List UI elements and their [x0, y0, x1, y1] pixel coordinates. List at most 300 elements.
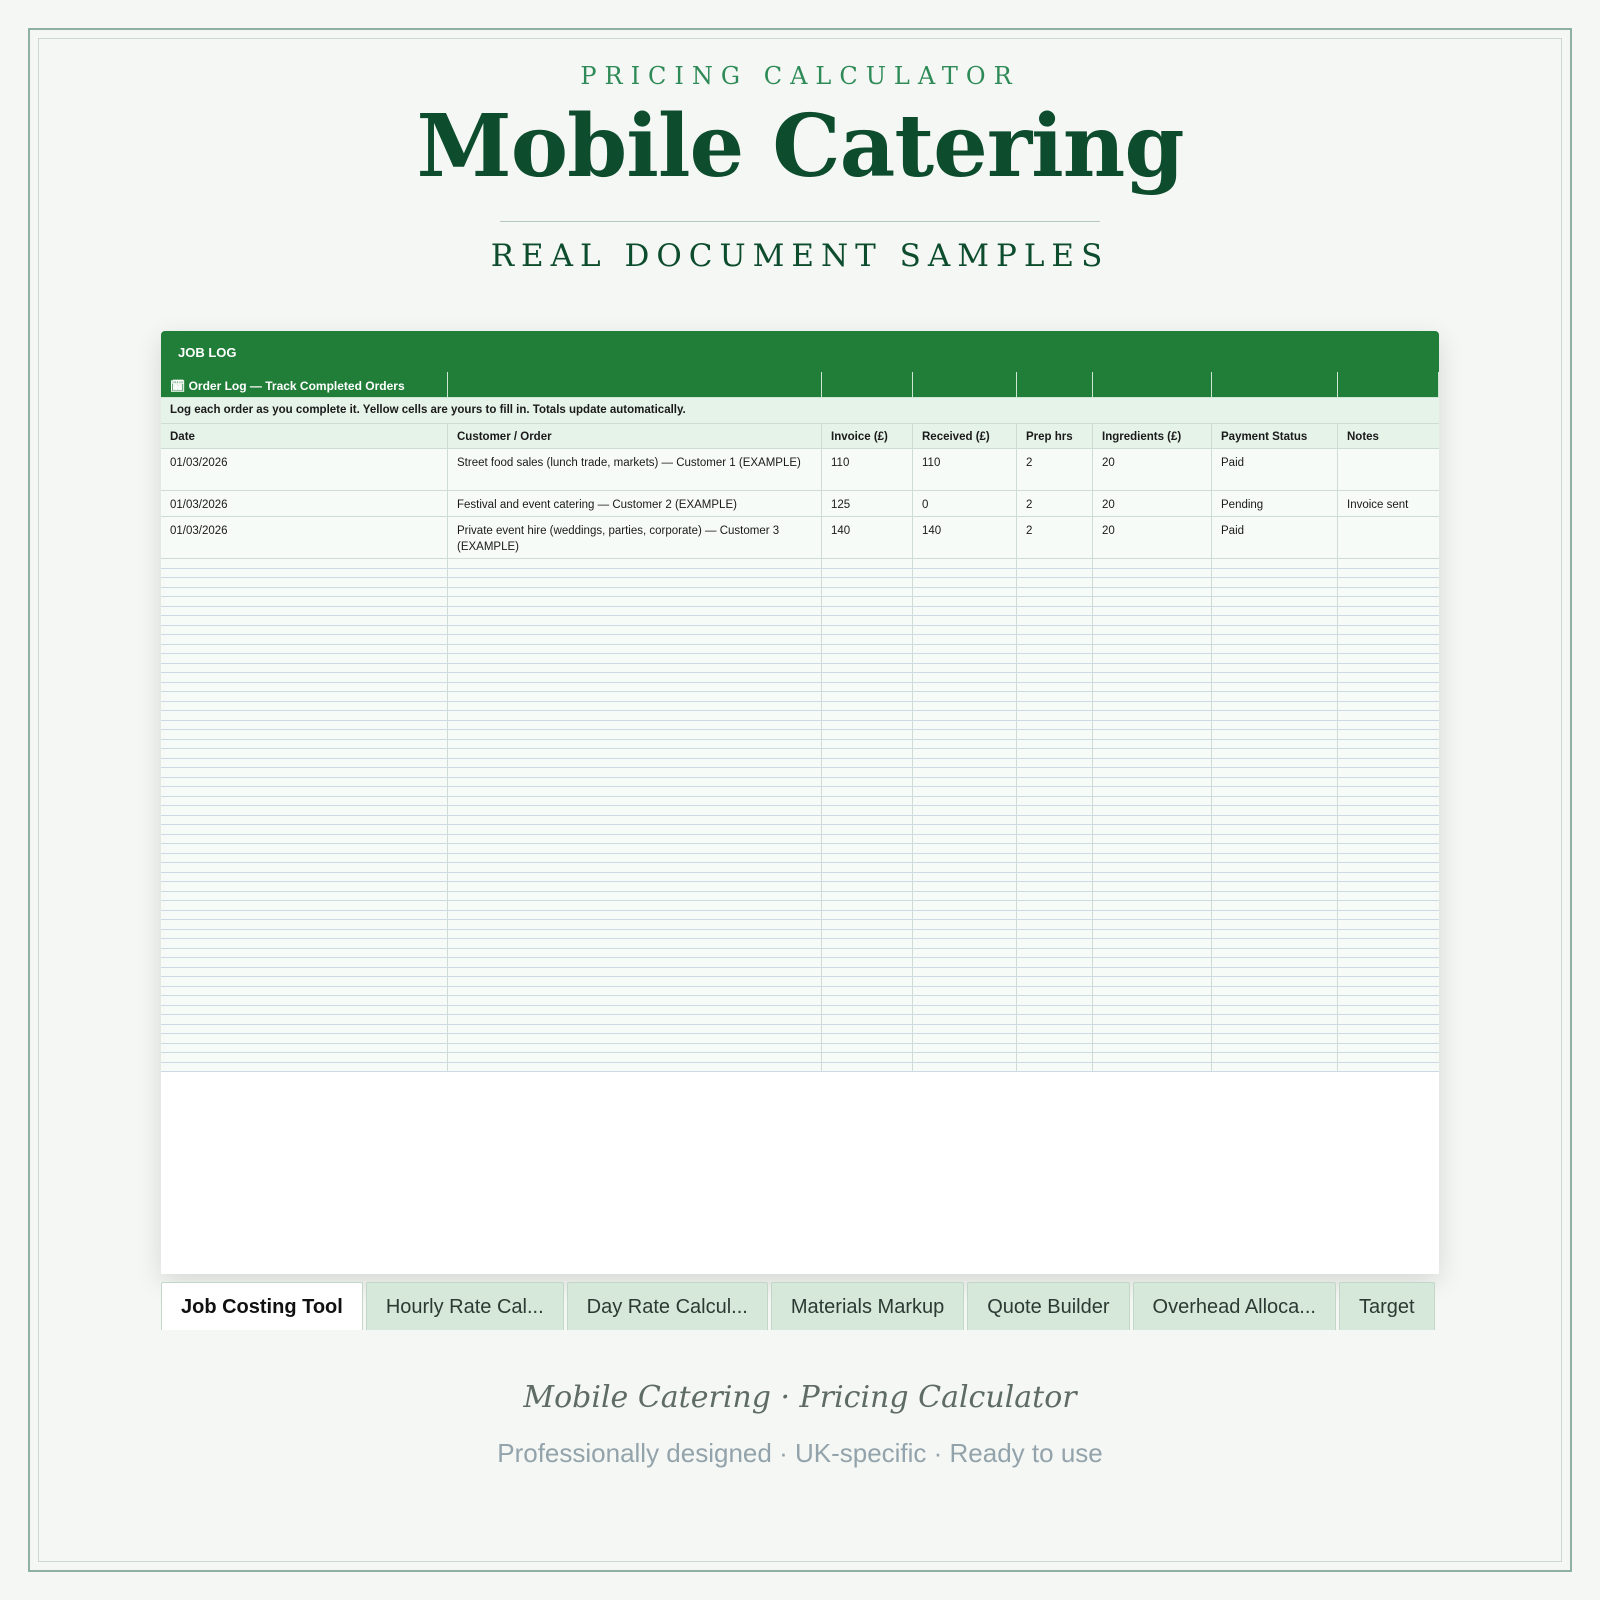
- cell-prep-hrs[interactable]: 2: [1017, 449, 1093, 491]
- empty-cell[interactable]: [1093, 607, 1212, 617]
- empty-cell[interactable]: [1212, 939, 1338, 949]
- empty-cell[interactable]: [1093, 939, 1212, 949]
- empty-cell[interactable]: [913, 901, 1017, 911]
- empty-cell[interactable]: [1338, 578, 1439, 588]
- empty-cell[interactable]: [161, 882, 448, 892]
- empty-cell[interactable]: [1338, 768, 1439, 778]
- empty-cell[interactable]: [161, 778, 448, 788]
- cell-notes[interactable]: [1338, 517, 1439, 559]
- empty-cell[interactable]: [1212, 835, 1338, 845]
- empty-cell[interactable]: [913, 939, 1017, 949]
- empty-cell[interactable]: [1212, 711, 1338, 721]
- cell-notes[interactable]: Invoice sent: [1338, 491, 1439, 517]
- empty-cell[interactable]: [1017, 901, 1093, 911]
- empty-cell[interactable]: [1212, 1025, 1338, 1035]
- empty-cell[interactable]: [1093, 626, 1212, 636]
- empty-cell[interactable]: [1017, 882, 1093, 892]
- empty-cell[interactable]: [822, 873, 913, 883]
- empty-cell[interactable]: [1212, 749, 1338, 759]
- empty-cell[interactable]: [822, 1006, 913, 1016]
- empty-cell[interactable]: [1212, 873, 1338, 883]
- empty-cell[interactable]: [822, 768, 913, 778]
- empty-cell[interactable]: [822, 616, 913, 626]
- empty-cell[interactable]: [1338, 787, 1439, 797]
- empty-cell[interactable]: [822, 844, 913, 854]
- empty-cell[interactable]: [822, 987, 913, 997]
- empty-cell[interactable]: [1017, 1034, 1093, 1044]
- empty-cell[interactable]: [1338, 721, 1439, 731]
- empty-cell[interactable]: [448, 749, 822, 759]
- empty-cell[interactable]: [448, 673, 822, 683]
- empty-cell[interactable]: [1017, 1044, 1093, 1054]
- empty-cell[interactable]: [1212, 977, 1338, 987]
- empty-cell[interactable]: [1093, 854, 1212, 864]
- empty-cell[interactable]: [913, 892, 1017, 902]
- empty-cell[interactable]: [1212, 863, 1338, 873]
- cell-customer[interactable]: Street food sales (lunch trade, markets) — Customer 1 (EXAMPLE): [448, 449, 822, 491]
- empty-cell[interactable]: [1093, 1015, 1212, 1025]
- empty-cell[interactable]: [161, 768, 448, 778]
- empty-cell[interactable]: [1093, 654, 1212, 664]
- empty-cell[interactable]: [913, 816, 1017, 826]
- empty-cell[interactable]: [1017, 797, 1093, 807]
- empty-cell[interactable]: [1338, 683, 1439, 693]
- tab-day-rate-calculator[interactable]: Day Rate Calcul...: [567, 1282, 768, 1330]
- empty-cell[interactable]: [1338, 987, 1439, 997]
- empty-cell[interactable]: [913, 1044, 1017, 1054]
- empty-cell[interactable]: [1017, 597, 1093, 607]
- empty-cell[interactable]: [1212, 569, 1338, 579]
- empty-cell[interactable]: [1212, 1034, 1338, 1044]
- empty-cell[interactable]: [161, 740, 448, 750]
- empty-cell[interactable]: [1093, 683, 1212, 693]
- empty-cell[interactable]: [1338, 569, 1439, 579]
- empty-cell[interactable]: [1212, 920, 1338, 930]
- empty-cell[interactable]: [161, 569, 448, 579]
- empty-cell[interactable]: [1093, 1053, 1212, 1063]
- empty-cell[interactable]: [1212, 816, 1338, 826]
- empty-cell[interactable]: [1093, 920, 1212, 930]
- empty-cell[interactable]: [1093, 816, 1212, 826]
- empty-cell[interactable]: [448, 692, 822, 702]
- empty-cell[interactable]: [1017, 578, 1093, 588]
- empty-cell[interactable]: [1338, 825, 1439, 835]
- empty-cell[interactable]: [1338, 1044, 1439, 1054]
- column-header-payment-status[interactable]: Payment Status: [1212, 424, 1338, 449]
- empty-cell[interactable]: [1017, 892, 1093, 902]
- empty-cell[interactable]: [1093, 730, 1212, 740]
- empty-cell[interactable]: [913, 1025, 1017, 1035]
- empty-cell[interactable]: [913, 987, 1017, 997]
- empty-cell[interactable]: [1338, 873, 1439, 883]
- empty-cell[interactable]: [913, 996, 1017, 1006]
- empty-cell[interactable]: [822, 702, 913, 712]
- empty-cell[interactable]: [1338, 1063, 1439, 1073]
- empty-cell[interactable]: [1093, 977, 1212, 987]
- empty-cell[interactable]: [1212, 768, 1338, 778]
- empty-cell[interactable]: [161, 806, 448, 816]
- empty-cell[interactable]: [448, 816, 822, 826]
- empty-cell[interactable]: [822, 1063, 913, 1073]
- empty-cell[interactable]: [1212, 607, 1338, 617]
- empty-cell[interactable]: [161, 711, 448, 721]
- empty-cell[interactable]: [822, 1034, 913, 1044]
- empty-cell[interactable]: [1212, 996, 1338, 1006]
- empty-cell[interactable]: [448, 1053, 822, 1063]
- empty-cell[interactable]: [913, 949, 1017, 959]
- empty-cell[interactable]: [913, 911, 1017, 921]
- empty-cell[interactable]: [1212, 702, 1338, 712]
- empty-cell[interactable]: [822, 797, 913, 807]
- empty-cell[interactable]: [1212, 616, 1338, 626]
- empty-cell[interactable]: [1212, 1015, 1338, 1025]
- empty-cell[interactable]: [1338, 968, 1439, 978]
- empty-cell[interactable]: [913, 569, 1017, 579]
- empty-cell[interactable]: [1017, 654, 1093, 664]
- empty-cell[interactable]: [448, 569, 822, 579]
- column-header-invoice[interactable]: Invoice (£): [822, 424, 913, 449]
- empty-cell[interactable]: [913, 721, 1017, 731]
- empty-cell[interactable]: [822, 835, 913, 845]
- empty-cell[interactable]: [448, 787, 822, 797]
- empty-cell[interactable]: [1093, 597, 1212, 607]
- column-header-date[interactable]: Date: [161, 424, 448, 449]
- empty-cell[interactable]: [448, 825, 822, 835]
- empty-cell[interactable]: [822, 635, 913, 645]
- empty-cell[interactable]: [1212, 730, 1338, 740]
- empty-cell[interactable]: [1093, 1006, 1212, 1016]
- empty-cell[interactable]: [448, 930, 822, 940]
- empty-cell[interactable]: [1093, 721, 1212, 731]
- empty-cell[interactable]: [1338, 816, 1439, 826]
- empty-cell[interactable]: [913, 768, 1017, 778]
- empty-cell[interactable]: [448, 958, 822, 968]
- empty-cell[interactable]: [1212, 806, 1338, 816]
- empty-cell[interactable]: [1093, 825, 1212, 835]
- empty-cell[interactable]: [913, 968, 1017, 978]
- empty-cell[interactable]: [913, 1053, 1017, 1063]
- empty-cell[interactable]: [822, 882, 913, 892]
- empty-cell[interactable]: [822, 930, 913, 940]
- empty-cell[interactable]: [1093, 968, 1212, 978]
- empty-cell[interactable]: [161, 1034, 448, 1044]
- empty-cell[interactable]: [913, 616, 1017, 626]
- empty-cell[interactable]: [1017, 645, 1093, 655]
- empty-cell[interactable]: [822, 654, 913, 664]
- tab-target[interactable]: Target: [1339, 1282, 1435, 1330]
- empty-cell[interactable]: [448, 711, 822, 721]
- empty-cell[interactable]: [448, 683, 822, 693]
- column-header-notes[interactable]: Notes: [1338, 424, 1439, 449]
- empty-cell[interactable]: [1017, 730, 1093, 740]
- empty-cell[interactable]: [161, 901, 448, 911]
- empty-cell[interactable]: [913, 787, 1017, 797]
- empty-cell[interactable]: [913, 759, 1017, 769]
- column-header-received[interactable]: Received (£): [913, 424, 1017, 449]
- empty-cell[interactable]: [161, 892, 448, 902]
- empty-cell[interactable]: [161, 825, 448, 835]
- empty-cell[interactable]: [448, 645, 822, 655]
- empty-cell[interactable]: [1093, 806, 1212, 816]
- empty-cell[interactable]: [1017, 996, 1093, 1006]
- empty-cell[interactable]: [913, 730, 1017, 740]
- empty-cell[interactable]: [1212, 844, 1338, 854]
- empty-cell[interactable]: [822, 911, 913, 921]
- empty-cell[interactable]: [1017, 1006, 1093, 1016]
- empty-cell[interactable]: [1017, 635, 1093, 645]
- empty-cell[interactable]: [1017, 664, 1093, 674]
- empty-cell[interactable]: [1017, 616, 1093, 626]
- empty-cell[interactable]: [1338, 835, 1439, 845]
- empty-cell[interactable]: [1017, 958, 1093, 968]
- empty-cell[interactable]: [1338, 645, 1439, 655]
- empty-cell[interactable]: [822, 901, 913, 911]
- empty-cell[interactable]: [1338, 778, 1439, 788]
- cell-invoice[interactable]: 110: [822, 449, 913, 491]
- empty-cell[interactable]: [1017, 911, 1093, 921]
- empty-cell[interactable]: [448, 911, 822, 921]
- empty-cell[interactable]: [161, 968, 448, 978]
- empty-cell[interactable]: [913, 597, 1017, 607]
- empty-cell[interactable]: [1338, 607, 1439, 617]
- empty-cell[interactable]: [161, 1025, 448, 1035]
- empty-cell[interactable]: [1212, 1006, 1338, 1016]
- empty-cell[interactable]: [448, 939, 822, 949]
- empty-cell[interactable]: [1017, 863, 1093, 873]
- empty-cell[interactable]: [1017, 683, 1093, 693]
- empty-cell[interactable]: [1017, 740, 1093, 750]
- empty-cell[interactable]: [1093, 588, 1212, 598]
- empty-cell[interactable]: [161, 588, 448, 598]
- empty-cell[interactable]: [1017, 1025, 1093, 1035]
- empty-cell[interactable]: [1212, 645, 1338, 655]
- empty-cell[interactable]: [1093, 759, 1212, 769]
- empty-cell[interactable]: [448, 1015, 822, 1025]
- empty-cell[interactable]: [913, 559, 1017, 569]
- empty-cell[interactable]: [448, 759, 822, 769]
- empty-cell[interactable]: [1093, 578, 1212, 588]
- empty-cell[interactable]: [448, 806, 822, 816]
- empty-cell[interactable]: [1338, 844, 1439, 854]
- empty-cell[interactable]: [161, 930, 448, 940]
- empty-cell[interactable]: [1017, 721, 1093, 731]
- empty-cell[interactable]: [913, 654, 1017, 664]
- empty-cell[interactable]: [1338, 901, 1439, 911]
- empty-cell[interactable]: [1338, 911, 1439, 921]
- empty-cell[interactable]: [1017, 920, 1093, 930]
- empty-cell[interactable]: [822, 1044, 913, 1054]
- empty-cell[interactable]: [448, 1044, 822, 1054]
- cell-prep-hrs[interactable]: 2: [1017, 491, 1093, 517]
- empty-cell[interactable]: [1093, 901, 1212, 911]
- empty-cell[interactable]: [822, 759, 913, 769]
- empty-cell[interactable]: [1093, 797, 1212, 807]
- empty-cell[interactable]: [1212, 778, 1338, 788]
- empty-cell[interactable]: [1338, 1034, 1439, 1044]
- cell-received[interactable]: 140: [913, 517, 1017, 559]
- empty-cell[interactable]: [1212, 987, 1338, 997]
- empty-cell[interactable]: [161, 721, 448, 731]
- empty-cell[interactable]: [913, 635, 1017, 645]
- column-header-prep-hrs[interactable]: Prep hrs: [1017, 424, 1093, 449]
- empty-cell[interactable]: [822, 968, 913, 978]
- empty-cell[interactable]: [913, 873, 1017, 883]
- empty-cell[interactable]: [1338, 588, 1439, 598]
- empty-cell[interactable]: [1093, 892, 1212, 902]
- empty-cell[interactable]: [822, 645, 913, 655]
- column-header-customer[interactable]: Customer / Order: [448, 424, 822, 449]
- cell-customer[interactable]: Private event hire (weddings, parties, corporate) — Customer 3 (EXAMPLE): [448, 517, 822, 559]
- empty-cell[interactable]: [1093, 635, 1212, 645]
- empty-cell[interactable]: [161, 987, 448, 997]
- empty-cell[interactable]: [822, 673, 913, 683]
- empty-cell[interactable]: [1212, 683, 1338, 693]
- empty-cell[interactable]: [1017, 816, 1093, 826]
- empty-cell[interactable]: [1093, 1063, 1212, 1073]
- empty-cell[interactable]: [1093, 616, 1212, 626]
- empty-cell[interactable]: [822, 778, 913, 788]
- empty-cell[interactable]: [1017, 968, 1093, 978]
- empty-cell[interactable]: [913, 806, 1017, 816]
- empty-cell[interactable]: [822, 1053, 913, 1063]
- empty-cell[interactable]: [822, 597, 913, 607]
- empty-cell[interactable]: [161, 835, 448, 845]
- empty-cell[interactable]: [1338, 958, 1439, 968]
- cell-prep-hrs[interactable]: 2: [1017, 517, 1093, 559]
- empty-cell[interactable]: [822, 626, 913, 636]
- cell-date[interactable]: 01/03/2026: [161, 449, 448, 491]
- empty-cell[interactable]: [1338, 892, 1439, 902]
- empty-cell[interactable]: [1212, 626, 1338, 636]
- cell-payment-status[interactable]: Paid: [1212, 449, 1338, 491]
- empty-cell[interactable]: [1212, 911, 1338, 921]
- empty-cell[interactable]: [822, 1015, 913, 1025]
- empty-cell[interactable]: [448, 797, 822, 807]
- empty-cell[interactable]: [1338, 616, 1439, 626]
- empty-cell[interactable]: [1093, 778, 1212, 788]
- tab-quote-builder[interactable]: Quote Builder: [967, 1282, 1129, 1330]
- cell-ingredients[interactable]: 20: [1093, 491, 1212, 517]
- empty-cell[interactable]: [913, 740, 1017, 750]
- cell-notes[interactable]: [1338, 449, 1439, 491]
- empty-cell[interactable]: [448, 730, 822, 740]
- empty-cell[interactable]: [1212, 882, 1338, 892]
- empty-cell[interactable]: [913, 692, 1017, 702]
- empty-cell[interactable]: [1212, 559, 1338, 569]
- empty-cell[interactable]: [1338, 854, 1439, 864]
- empty-cell[interactable]: [913, 683, 1017, 693]
- cell-payment-status[interactable]: Pending: [1212, 491, 1338, 517]
- empty-cell[interactable]: [913, 863, 1017, 873]
- empty-cell[interactable]: [1212, 673, 1338, 683]
- empty-cell[interactable]: [161, 683, 448, 693]
- empty-cell[interactable]: [448, 977, 822, 987]
- empty-cell[interactable]: [913, 977, 1017, 987]
- empty-cell[interactable]: [1338, 996, 1439, 1006]
- empty-cell[interactable]: [1093, 740, 1212, 750]
- empty-cell[interactable]: [161, 654, 448, 664]
- empty-cell[interactable]: [161, 873, 448, 883]
- empty-cell[interactable]: [1093, 1025, 1212, 1035]
- empty-cell[interactable]: [1017, 692, 1093, 702]
- empty-cell[interactable]: [1093, 835, 1212, 845]
- empty-cell[interactable]: [1338, 740, 1439, 750]
- empty-cell[interactable]: [1093, 711, 1212, 721]
- empty-cell[interactable]: [1017, 844, 1093, 854]
- empty-cell[interactable]: [1093, 645, 1212, 655]
- empty-cell[interactable]: [913, 797, 1017, 807]
- empty-cell[interactable]: [913, 1063, 1017, 1073]
- empty-cell[interactable]: [1093, 949, 1212, 959]
- empty-cell[interactable]: [161, 787, 448, 797]
- empty-cell[interactable]: [448, 597, 822, 607]
- empty-cell[interactable]: [1212, 588, 1338, 598]
- empty-cell[interactable]: [1093, 702, 1212, 712]
- empty-cell[interactable]: [161, 1053, 448, 1063]
- cell-payment-status[interactable]: Paid: [1212, 517, 1338, 559]
- empty-cell[interactable]: [1093, 996, 1212, 1006]
- empty-cell[interactable]: [448, 778, 822, 788]
- empty-cell[interactable]: [1212, 787, 1338, 797]
- empty-cell[interactable]: [822, 958, 913, 968]
- cell-customer[interactable]: Festival and event catering — Customer 2 (EXAMPLE): [448, 491, 822, 517]
- empty-cell[interactable]: [1338, 664, 1439, 674]
- empty-cell[interactable]: [161, 626, 448, 636]
- empty-cell[interactable]: [161, 607, 448, 617]
- cell-ingredients[interactable]: 20: [1093, 449, 1212, 491]
- empty-cell[interactable]: [1017, 1063, 1093, 1073]
- empty-cell[interactable]: [1017, 778, 1093, 788]
- empty-cell[interactable]: [161, 1044, 448, 1054]
- empty-cell[interactable]: [913, 930, 1017, 940]
- empty-cell[interactable]: [1338, 702, 1439, 712]
- empty-cell[interactable]: [1017, 749, 1093, 759]
- empty-cell[interactable]: [161, 854, 448, 864]
- empty-cell[interactable]: [1338, 635, 1439, 645]
- empty-cell[interactable]: [913, 882, 1017, 892]
- empty-cell[interactable]: [448, 987, 822, 997]
- empty-cell[interactable]: [1017, 825, 1093, 835]
- empty-cell[interactable]: [1338, 711, 1439, 721]
- empty-cell[interactable]: [913, 673, 1017, 683]
- empty-cell[interactable]: [1338, 1025, 1439, 1035]
- empty-cell[interactable]: [1093, 930, 1212, 940]
- empty-cell[interactable]: [913, 844, 1017, 854]
- empty-cell[interactable]: [1017, 559, 1093, 569]
- empty-cell[interactable]: [161, 1063, 448, 1073]
- empty-cell[interactable]: [822, 1025, 913, 1035]
- empty-cell[interactable]: [161, 958, 448, 968]
- empty-cell[interactable]: [448, 882, 822, 892]
- empty-cell[interactable]: [1017, 1053, 1093, 1063]
- empty-cell[interactable]: [1212, 1053, 1338, 1063]
- empty-cell[interactable]: [1338, 597, 1439, 607]
- empty-cell[interactable]: [1338, 797, 1439, 807]
- tab-hourly-rate-calculator[interactable]: Hourly Rate Cal...: [366, 1282, 564, 1330]
- empty-cell[interactable]: [1212, 740, 1338, 750]
- empty-cell[interactable]: [1093, 664, 1212, 674]
- empty-cell[interactable]: [822, 569, 913, 579]
- empty-cell[interactable]: [1338, 806, 1439, 816]
- empty-cell[interactable]: [1093, 911, 1212, 921]
- empty-cell[interactable]: [1338, 949, 1439, 959]
- empty-cell[interactable]: [822, 949, 913, 959]
- empty-cell[interactable]: [1338, 730, 1439, 740]
- empty-cell[interactable]: [448, 968, 822, 978]
- empty-cell[interactable]: [1017, 673, 1093, 683]
- empty-cell[interactable]: [161, 645, 448, 655]
- empty-cell[interactable]: [161, 1006, 448, 1016]
